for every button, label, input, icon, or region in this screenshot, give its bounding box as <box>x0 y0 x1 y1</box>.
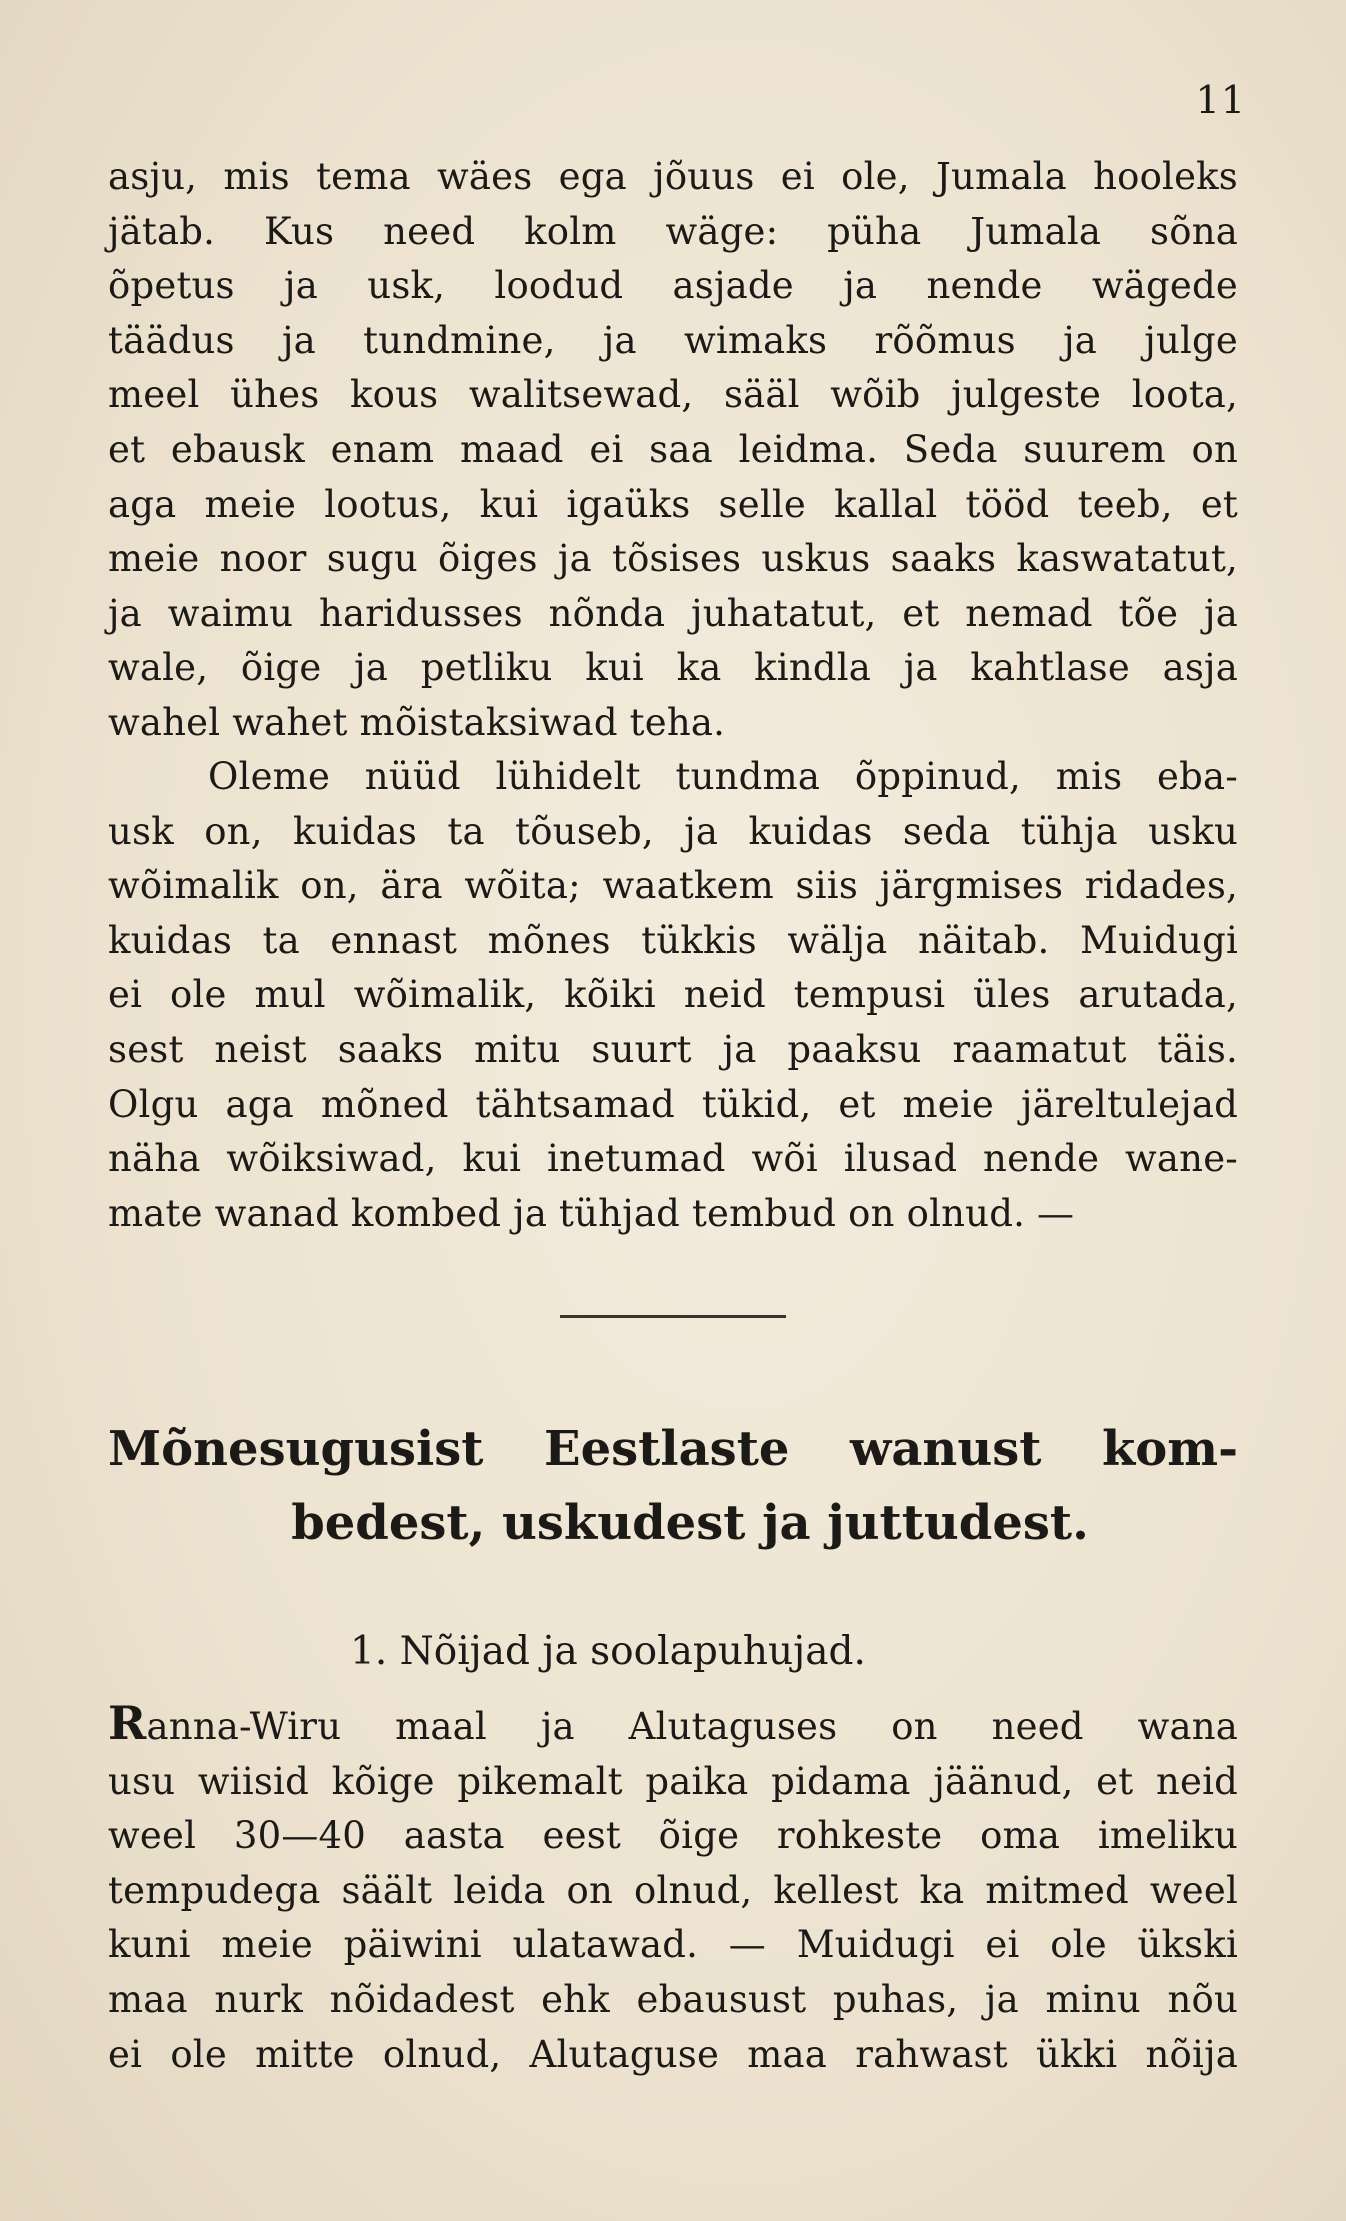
text-line: tempudega säält leida on olnud, kellest ka mitmed weel <box>108 1868 1238 1912</box>
text-line: wõimalik on, ära wõita; waatkem siis järgmises ridades, <box>108 864 1238 908</box>
text-line: näha wõiksiwad, kui inetumad wõi ilusad nende wane- <box>108 1137 1238 1181</box>
section-subheading: 1. Nõijad ja soolapuhujad. <box>350 1629 866 1674</box>
text-line: meie noor sugu õiges ja tõsises uskus saaks kaswatatut, <box>108 537 1238 581</box>
text-line: usu wiisid kõige pikemalt paika pidama jäänud, et neid <box>108 1759 1238 1803</box>
text-line: maa nurk nõidadest ehk ebausust puhas, ja minu nõu <box>108 1977 1238 2021</box>
text-line: usk on, kuidas ta tõuseb, ja kuidas seda tühja usku <box>108 809 1238 853</box>
text-line: õpetus ja usk, loodud asjade ja nende wägede <box>108 264 1238 308</box>
chapter-heading-line-2: bedest, uskudest ja juttudest. <box>291 1495 1089 1551</box>
text-line: jätab. Kus need kolm wäge: püha Jumala sõna <box>108 209 1238 253</box>
text-line: wahel wahet mõistaksiwad teha. <box>108 700 726 744</box>
text-line: wale, õige ja petliku kui ka kindla ja kahtlase asja <box>108 646 1238 690</box>
paragraph-3 <box>108 1696 1238 2082</box>
text-line: ei ole mitte olnud, Alutaguse maa rahwast ükki nõija <box>108 2032 1238 2076</box>
text-line: kuni meie päiwini ulatawad. — Muidugi ei ole ükski <box>108 1923 1238 1967</box>
text-line: ja waimu haridusses nõnda juhatatut, et nemad tõe ja <box>108 591 1238 635</box>
paragraph-1 <box>108 150 1238 751</box>
text-line: asju, mis tema wäes ega jõuus ei ole, Jumala hooleks <box>108 155 1238 198</box>
text-line: Olgu aga mõned tähtsamad tükid, et meie järeltulejad <box>108 1082 1238 1126</box>
text-line: kuidas ta ennast mõnes tükkis wälja näitab. Muidugi <box>108 918 1238 962</box>
text-line: sest neist saaks mitu suurt ja paaksu raamatut täis. <box>108 1027 1238 1071</box>
paragraph-2 <box>108 750 1238 1241</box>
chapter-heading-line-1: Mõnesugusist Eestlaste wanust kom- <box>108 1421 1238 1477</box>
text-line: et ebausk enam maad ei saa leidma. Seda suurem on <box>108 427 1238 471</box>
text-line: aga meie lootus, kui igaüks selle kallal tööd teeb, et <box>108 482 1238 526</box>
text-line: weel 30—40 aasta eest õige rohkeste oma imeliku <box>108 1814 1238 1858</box>
drop-cap: R <box>108 1696 147 1750</box>
text-line: meel ühes kous walitsewad, sääl wõib julgeste loota, <box>108 373 1238 417</box>
text-line: Oleme nüüd lühidelt tundma õppinud, mis eba- <box>208 755 1238 798</box>
section-divider <box>560 1315 786 1318</box>
first-line-rest: anna-Wiru maal ja Alutaguses on need wana <box>146 1705 1238 1748</box>
text-line: täädus ja tundmine, ja wimaks rõõmus ja julge <box>108 318 1238 362</box>
page-number: 11 <box>1195 78 1246 122</box>
text-line: ei ole mul wõimalik, kõiki neid tempusi üles arutada, <box>108 973 1238 1017</box>
text-line <box>108 1696 1238 1755</box>
text-line: mate wanad kombed ja tühjad tembud on olnud. — <box>108 1191 1075 1235</box>
